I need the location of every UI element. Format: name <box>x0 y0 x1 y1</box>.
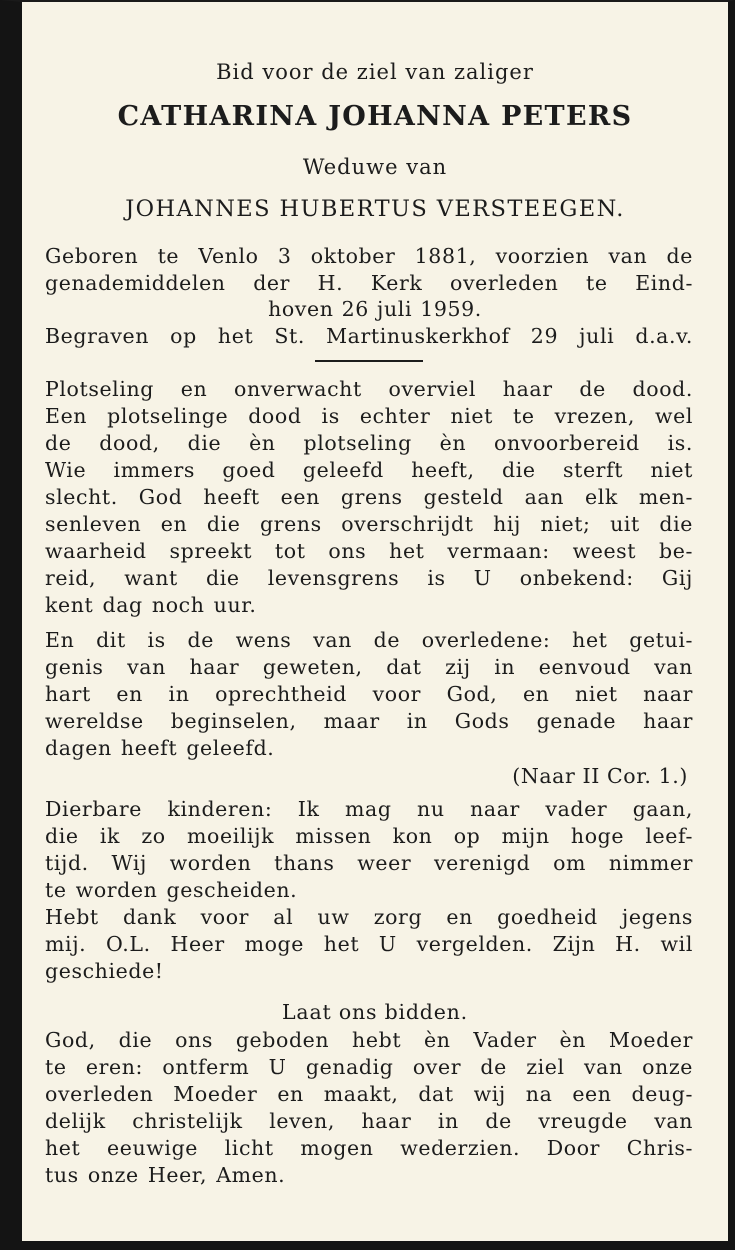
prayer-line-text: delijk christelijk leven, haar in de vreugde van <box>45 1109 693 1133</box>
deceased-name: CATHARINA JOHANNA PETERS <box>117 101 633 132</box>
paragraph-line: slecht. God heeft een grens gesteld aan elk men- <box>45 485 693 509</box>
paragraph-line: te worden gescheiden. <box>45 878 298 902</box>
paragraph-line: senleven en die grens overschrijdt hij niet; uit die <box>45 512 693 536</box>
paragraph-line: mij. O.L. Heer moge het U vergelden. Zijn H. wil <box>45 932 693 956</box>
paragraph-line: de dood, die èn plotseling èn onvoorbereid is. <box>45 431 693 455</box>
husband-name: JOHANNES HUBERTUS VERSTEEGEN. <box>125 196 625 222</box>
divider <box>315 360 423 362</box>
paragraph-line: geschiede! <box>45 959 164 983</box>
paragraph-line: Dierbare kinderen: Ik mag nu naar vader gaan, <box>45 797 693 821</box>
paragraph-line: Een plotselinge dood is echter niet te vrezen, wel <box>45 404 693 428</box>
paragraph-line: En dit is de wens van de overledene: het getui- <box>45 628 693 652</box>
prayer-title: Laat ons bidden. <box>282 1000 468 1024</box>
prayer-line-text: het eeuwige licht mogen wederzien. Door Chris- <box>45 1136 693 1160</box>
biography-line: genademiddelen der H. Kerk overleden te Eind- <box>45 271 693 295</box>
paragraph-line: hart en in oprechtheid voor God, en niet naar <box>45 682 693 706</box>
prayer-line-text: tus onze Heer, Amen. <box>45 1163 286 1187</box>
relation-line: Weduwe van <box>302 155 448 179</box>
paragraph-line: Wie immers goed geleefd heeft, die sterft niet <box>45 458 693 482</box>
biography-line: Geboren te Venlo 3 oktober 1881, voorzien van de <box>45 244 693 268</box>
biography-line: hoven 26 juli 1959. <box>268 297 482 321</box>
prayer-line: Bid voor de ziel van zaliger <box>216 60 534 84</box>
paragraph-line: waarheid spreekt tot ons het vermaan: weest be- <box>45 539 693 563</box>
paragraph-line: kent dag noch uur. <box>45 593 257 617</box>
paragraph-line: tijd. Wij worden thans weer verenigd om nimmer <box>45 851 693 875</box>
paragraph-line: genis van haar geweten, dat zij in eenvoud van <box>45 655 693 679</box>
paragraph-line: dagen heeft geleefd. <box>45 736 275 760</box>
prayer-line-text: God, die ons geboden hebt èn Vader èn Moeder <box>45 1028 693 1052</box>
paragraph-line: reid, want die levensgrens is U onbekend: Gij <box>45 566 693 590</box>
prayer-line-text: te eren: ontferm U genadig over de ziel van onze <box>45 1055 693 1079</box>
paragraph-line: Hebt dank voor al uw zorg en goedheid jegens <box>45 905 693 929</box>
biography-line: Begraven op het St. Martinuskerkhof 29 juli d.a.v. <box>45 324 693 348</box>
prayer-line-text: overleden Moeder en maakt, dat wij na een deug- <box>45 1082 693 1106</box>
paragraph-line: Plotseling en onverwacht overviel haar de dood. <box>45 377 693 401</box>
paragraph-line: wereldse beginselen, maar in Gods genade haar <box>45 709 693 733</box>
citation: (Naar II Cor. 1.) <box>512 764 688 788</box>
paragraph-line: die ik zo moeilijk missen kon op mijn hoge leef- <box>45 824 693 848</box>
